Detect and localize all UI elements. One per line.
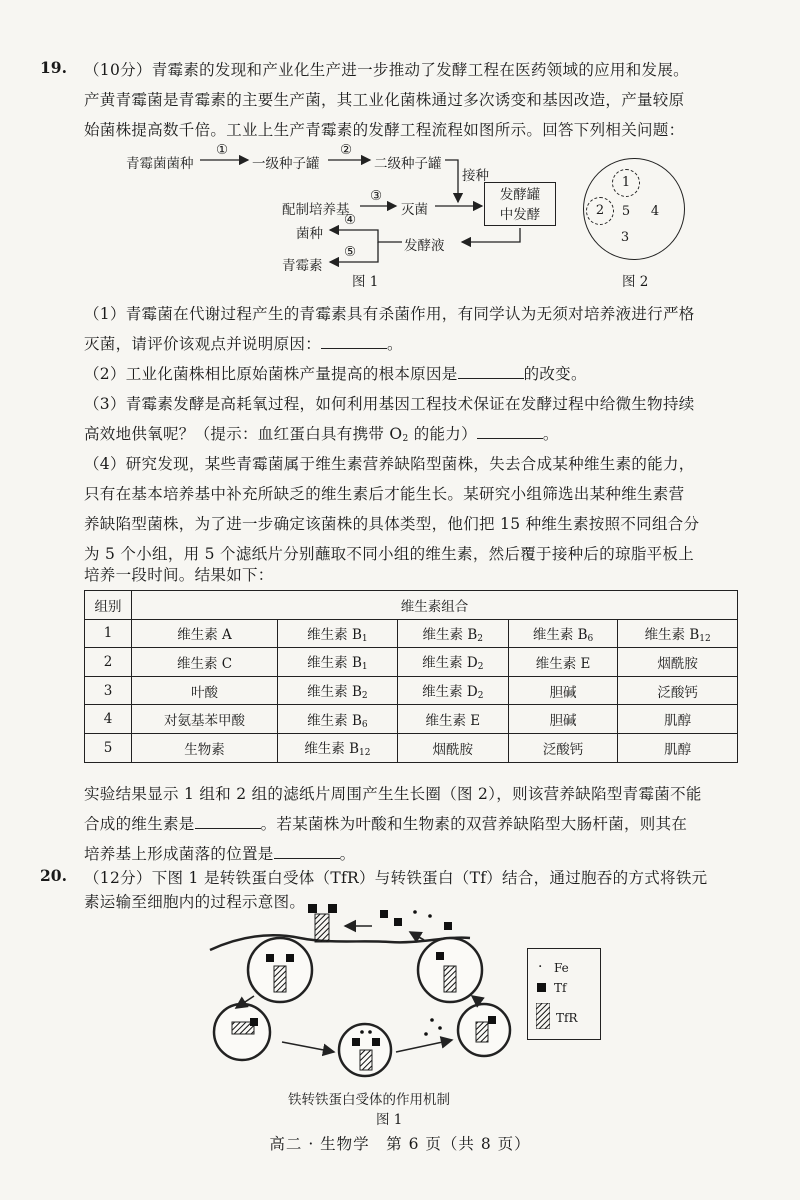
tf-bound-1 <box>308 904 317 913</box>
flow-strain: 菌种 <box>296 226 323 242</box>
q19-sub3-end: 。 <box>542 425 559 443</box>
table-row <box>85 733 738 762</box>
vitamin-cell <box>132 705 278 734</box>
filter-disc-2: 2 <box>586 197 614 225</box>
q19-sub1-text: 灭菌，请评价该观点并说明原因： <box>84 335 322 353</box>
vitamin-cell <box>397 648 508 677</box>
q19-sub4-line-2: 只有在基本培养基中补充所缺乏的维生素后才能生长。某研究小组筛选出某种维生素营 <box>84 485 685 503</box>
flow-step-1: ① <box>216 142 229 158</box>
vitamin-cell <box>278 676 398 705</box>
q19-result-text: 合成的维生素是 <box>84 815 195 833</box>
table-row <box>85 705 738 734</box>
answer-blank-2[interactable] <box>458 364 524 379</box>
tf-legend-label: Tf <box>554 981 567 995</box>
vitamin-cell <box>132 733 278 762</box>
flow-inoculate: 接种 <box>462 168 489 184</box>
o2-subscript: 2 <box>402 434 409 444</box>
vitamin-name: 维生素 B <box>532 626 588 643</box>
table-header-row <box>85 591 738 620</box>
vitamin-cell <box>397 705 508 734</box>
group-number-cell: 4 <box>85 705 132 734</box>
q19-sub3-text: 高效地供氧呢？（提示：血红蛋白具有携带 O <box>84 425 403 443</box>
filter-disc-4: 4 <box>650 204 660 219</box>
flow-step-2: ② <box>340 142 353 158</box>
fig1-caption: 图 1 <box>352 274 379 290</box>
vitamin-cell <box>278 733 398 762</box>
vitamin-name: 维生素 D <box>422 655 478 672</box>
filter-disc-3: 3 <box>620 230 630 245</box>
flow-product: 青霉素 <box>282 258 323 274</box>
table-row <box>85 676 738 705</box>
flow-tank-1: 一级种子罐 <box>252 156 320 172</box>
filter-disc-1: 1 <box>612 169 640 197</box>
vitamin-cell <box>618 648 738 677</box>
q19-result-line-3 <box>84 842 355 864</box>
q19-sub4-line-3: 养缺陷型菌株，为了进一步确定该菌株的具体类型，他们把 15 种维生素按照不同组合分 <box>84 515 700 533</box>
vitamin-name: 肌醇 <box>664 741 692 758</box>
q19-sub2-end: 的改变。 <box>523 365 587 383</box>
q19-sub2-line <box>84 362 587 384</box>
flow-step-3: ③ <box>370 188 383 204</box>
vitamin-subscript: 12 <box>359 748 371 759</box>
q19-intro-line-3: 始菌株提高数千倍。工业上生产青霉素的发酵工程流程如图所示。回答下列相关问题： <box>84 121 685 139</box>
q19-sub1-line-2 <box>84 332 403 354</box>
table-row <box>85 648 738 677</box>
agar-plate <box>583 158 685 260</box>
vitamin-cell <box>397 733 508 762</box>
vitamin-cell <box>508 705 617 734</box>
vitamin-cell <box>618 619 738 648</box>
q20-line-2: 素运输至细胞内的过程示意图。 <box>84 893 306 911</box>
vitamin-name: 烟酰胺 <box>657 655 698 672</box>
tf-free-1 <box>380 910 388 918</box>
fe-legend-symbol: · <box>538 959 543 975</box>
vitamin-cell <box>132 619 278 648</box>
q19-sub2-text: （2）工业化菌株相比原始菌株产量提高的根本原因是 <box>84 365 458 383</box>
vitamin-subscript: 1 <box>361 662 368 673</box>
group-number-cell: 2 <box>85 648 132 677</box>
q20-figure-caption: 图 1 <box>376 1112 403 1128</box>
vitamin-name: 维生素 E <box>535 655 591 672</box>
vitamin-name: 维生素 B <box>307 655 362 672</box>
fermenter-box <box>484 182 556 226</box>
vitamin-name: 维生素 D <box>422 684 478 701</box>
vitamin-cell <box>132 648 278 677</box>
vitamin-name: 维生素 E <box>425 713 481 730</box>
answer-blank-3[interactable] <box>477 424 543 439</box>
vitamin-name: 肌醇 <box>664 713 692 730</box>
vitamin-cell <box>618 733 738 762</box>
vitamin-subscript: 2 <box>477 691 484 702</box>
fe-dot-1 <box>413 910 417 914</box>
tfr-legend-symbol <box>536 1003 550 1029</box>
fermenter-line-1: 发酵罐 <box>499 187 541 203</box>
vitamin-name: 维生素 B <box>644 626 700 643</box>
vitamin-table <box>84 590 738 763</box>
vitamin-subscript: 2 <box>477 662 484 673</box>
flow-step-5: ⑤ <box>344 244 357 260</box>
answer-blank-5[interactable] <box>274 844 340 859</box>
flow-medium: 配制培养基 <box>282 202 350 218</box>
fe-legend-label: Fe <box>554 961 569 975</box>
flow-broth: 发酵液 <box>404 238 445 254</box>
vitamin-cell <box>618 705 738 734</box>
question-19-number: 19. <box>40 58 67 77</box>
vitamin-name: 生物素 <box>184 741 225 758</box>
figure-legend <box>527 948 601 1040</box>
q20-line-1: （12分）下图 1 是转铁蛋白受体（TfR）与转铁蛋白（Tf）结合，通过胞吞的方式将铁元 <box>84 869 708 887</box>
vitamin-name: 胆碱 <box>549 713 577 730</box>
tf-free-3 <box>444 922 452 930</box>
group-number-cell: 1 <box>85 619 132 648</box>
tf-legend-symbol <box>537 983 546 992</box>
vitamin-name: 泛酸钙 <box>542 741 584 758</box>
vitamin-subscript: 2 <box>477 633 483 644</box>
header-combination: 维生素组合 <box>132 591 738 620</box>
tfr-receptor-surface <box>315 914 329 942</box>
vitamin-name: 维生素 B <box>307 684 362 701</box>
vitamin-name: 维生素 C <box>176 655 233 672</box>
q19-sub1-end: 。 <box>387 335 403 353</box>
fermentation-flow-chart <box>120 142 560 290</box>
vitamin-name: 胆碱 <box>549 684 577 701</box>
q19-sub3-line-2 <box>84 422 559 444</box>
vitamin-subscript: 6 <box>587 633 594 644</box>
q19-intro-line-2: 产黄青霉菌是青霉素的主要生产菌，其工业化菌株通过多次诱变和基因改造，产量较原 <box>84 91 685 109</box>
fermenter-line-2: 中发酵 <box>499 207 541 223</box>
q19-result-line-1: 实验结果显示 1 组和 2 组的滤纸片周围产生生长圈（图 2），则该营养缺陷型青霉菌不能 <box>84 785 702 803</box>
tf-free-2 <box>394 918 402 926</box>
vitamin-name: 烟酰胺 <box>432 741 474 758</box>
q19-sub4-line-1: （4）研究发现，某些青霉菌属于维生素营养缺陷型菌株，失去合成某种维生素的能力， <box>84 455 695 473</box>
vitamin-subscript: 1 <box>361 633 368 644</box>
fe-dot-2 <box>428 914 432 918</box>
vitamin-name: 维生素 B <box>304 741 360 758</box>
vitamin-name: 泛酸钙 <box>657 684 698 701</box>
vitamin-cell <box>278 705 398 734</box>
vitamin-name: 维生素 B <box>422 626 478 643</box>
flow-step-4: ④ <box>344 212 357 228</box>
vitamin-cell <box>508 733 617 762</box>
vitamin-name: 维生素 A <box>177 627 232 644</box>
vitamin-cell <box>508 648 617 677</box>
q19-sub1-line-1: （1）青霉菌在代谢过程产生的青霉素具有杀菌作用，有同学认为无须对培养液进行严格 <box>84 305 695 323</box>
q19-sub4-line-4: 为 5 个小组，用 5 个滤纸片分别蘸取不同小组的维生素，然后覆于接种后的琼脂平板上 <box>84 545 695 563</box>
filter-disc-5: 5 <box>621 204 631 219</box>
header-group: 组别 <box>85 591 132 620</box>
table-row <box>85 619 738 648</box>
vitamin-cell <box>278 619 398 648</box>
flow-sterilize: 灭菌 <box>401 202 428 218</box>
q19-sub3-text-2: 的能力） <box>408 425 477 443</box>
q19-result-text-3: 培养基上形成菌落的位置是 <box>84 845 274 863</box>
vitamin-cell <box>397 676 508 705</box>
vitamin-subscript: 12 <box>699 633 711 644</box>
vitamin-name: 维生素 B <box>307 626 362 643</box>
q19-sub3-line-1: （3）青霉素发酵是高耗氧过程，如何利用基因工程技术保证在发酵过程中给微生物持续 <box>84 395 695 413</box>
question-20-number: 20. <box>40 866 67 885</box>
q20-figure-title: 铁转铁蛋白受体的作用机制 <box>288 1092 450 1108</box>
answer-blank-4[interactable] <box>195 814 261 829</box>
page-footer: 高二 · 生物学 第 6 页（共 8 页） <box>269 1135 531 1153</box>
vitamin-subscript: 2 <box>361 691 368 702</box>
q19-sub4-line-5: 培养一段时间。结果如下： <box>84 566 274 584</box>
vitamin-cell <box>618 676 738 705</box>
flow-seed: 青霉菌菌种 <box>126 156 194 172</box>
vitamin-cell <box>508 676 617 705</box>
vitamin-name: 维生素 B <box>307 712 362 729</box>
q19-intro-line-1: （10分）青霉素的发现和产业化生产进一步推动了发酵工程在医药领域的应用和发展。 <box>84 61 689 79</box>
fig2-caption: 图 2 <box>622 274 649 290</box>
tfr-cycle-diagram <box>200 892 520 1102</box>
vitamin-cell <box>132 676 278 705</box>
tfr-legend-label: TfR <box>556 1011 578 1025</box>
q19-result-line-2 <box>84 812 687 834</box>
group-number-cell: 3 <box>85 676 132 705</box>
vitamin-name: 对氨基苯甲酸 <box>164 713 246 730</box>
flow-tank-2: 二级种子罐 <box>374 156 442 172</box>
tf-bound-2 <box>328 904 337 913</box>
vitamin-cell <box>508 619 617 648</box>
vitamin-subscript: 6 <box>361 719 368 730</box>
q19-result-end: 。 <box>339 845 356 863</box>
group-number-cell: 5 <box>85 733 132 762</box>
vitamin-name: 叶酸 <box>191 684 219 701</box>
answer-blank-1[interactable] <box>321 334 387 349</box>
vitamin-cell <box>397 619 508 648</box>
q19-result-text-2: 。若某菌株为叶酸和生物素的双营养缺陷型大肠杆菌，则其在 <box>260 815 688 833</box>
vitamin-cell <box>278 648 398 677</box>
